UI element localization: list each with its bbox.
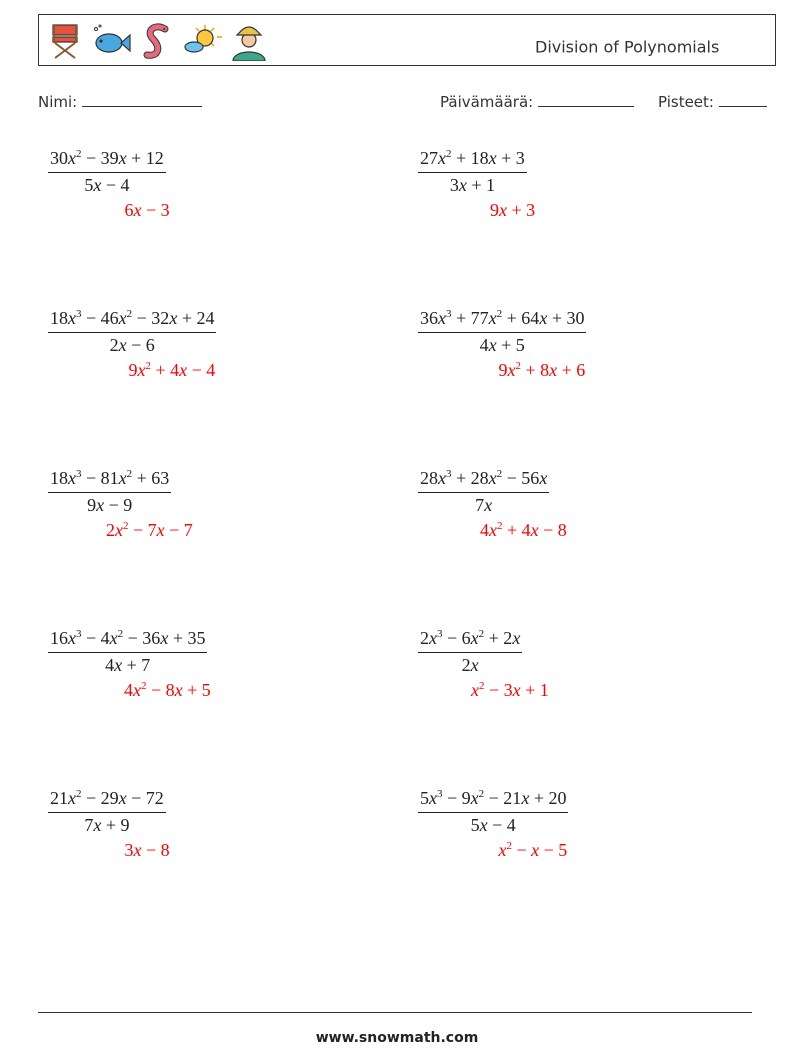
numerator: $30x^2 - 39x + 12$ xyxy=(48,148,166,173)
denominator: 7x + 9 xyxy=(84,815,130,835)
fraction xyxy=(418,308,586,356)
answer: $x^2 - 3x + 1$ xyxy=(471,680,549,700)
numerator: $5x^3 - 9x^2 - 21x + 20$ xyxy=(418,788,568,813)
name-label: Nimi: xyxy=(38,93,78,111)
numerator: $21x^2 - 29x - 72$ xyxy=(48,788,166,813)
footer-url: www.snowmath.com xyxy=(315,1030,479,1046)
numerator: $28x^3 + 28x^2 - 56x$ xyxy=(418,468,549,493)
fraction xyxy=(418,788,568,836)
fraction xyxy=(48,628,207,676)
numerator: $2x^3 - 6x^2 + 2x$ xyxy=(418,628,522,653)
answer: $4x^2 - 8x + 5$ xyxy=(124,680,211,700)
problem-2 xyxy=(408,144,748,264)
denominator: 5x − 4 xyxy=(84,175,130,195)
problem-10 xyxy=(408,784,748,904)
problem-4 xyxy=(408,304,748,424)
score-label: Pisteet: xyxy=(658,93,714,111)
fraction xyxy=(48,308,216,356)
answer: $x^2 - x - 5$ xyxy=(498,840,568,860)
sun-cloud-icon xyxy=(183,21,223,61)
date-blank[interactable] xyxy=(538,92,634,107)
denominator: 7x xyxy=(475,495,493,515)
denominator: 9x − 9 xyxy=(87,495,133,515)
worksheet-header xyxy=(38,14,776,66)
answer: 9x + 3 xyxy=(490,200,536,220)
fraction xyxy=(48,788,166,836)
worksheet-title: Division of Polynomials xyxy=(535,37,720,57)
denominator: 5x − 4 xyxy=(470,815,516,835)
answer: $2x^2 - 7x - 7$ xyxy=(106,520,193,540)
score-field xyxy=(658,92,767,111)
denominator: 3x + 1 xyxy=(449,175,495,195)
numerator: $16x^3 - 4x^2 - 36x + 35$ xyxy=(48,628,207,653)
answer: $4x^2 + 4x - 8$ xyxy=(480,520,567,540)
denominator: 4x + 7 xyxy=(105,655,151,675)
date-label: Päivämäärä: xyxy=(440,93,534,111)
fraction xyxy=(418,468,549,516)
name-field xyxy=(38,92,202,111)
problem-6 xyxy=(408,464,748,584)
numerator: $18x^3 - 81x^2 + 63$ xyxy=(48,468,171,493)
numerator: $36x^3 + 77x^2 + 64x + 30$ xyxy=(418,308,586,333)
denominator: 2x xyxy=(461,655,479,675)
answer: 6x − 3 xyxy=(124,200,170,220)
problem-5 xyxy=(38,464,378,584)
worm-icon xyxy=(137,21,177,61)
answer: $9x^2 + 4x - 4$ xyxy=(128,360,216,380)
explorer-icon xyxy=(229,21,269,61)
date-field xyxy=(440,92,634,111)
problem-1 xyxy=(38,144,378,264)
denominator: 4x + 5 xyxy=(479,335,525,355)
header-icons xyxy=(45,19,269,63)
problem-3 xyxy=(38,304,378,424)
problem-8 xyxy=(408,624,748,744)
fraction xyxy=(418,148,527,196)
fraction xyxy=(418,628,522,676)
director-chair-icon xyxy=(45,21,85,61)
fraction xyxy=(48,148,166,196)
answer: $9x^2 + 8x + 6$ xyxy=(498,360,586,380)
fraction xyxy=(48,468,171,516)
denominator: 2x − 6 xyxy=(109,335,155,355)
problem-9 xyxy=(38,784,378,904)
answer: 3x − 8 xyxy=(124,840,170,860)
name-blank[interactable] xyxy=(82,92,202,107)
fish-icon xyxy=(91,21,131,61)
footer-divider xyxy=(38,1012,752,1013)
score-blank[interactable] xyxy=(719,92,767,107)
numerator: $18x^3 - 46x^2 - 32x + 24$ xyxy=(48,308,216,333)
numerator: $27x^2 + 18x + 3$ xyxy=(418,148,527,173)
problem-7 xyxy=(38,624,378,744)
